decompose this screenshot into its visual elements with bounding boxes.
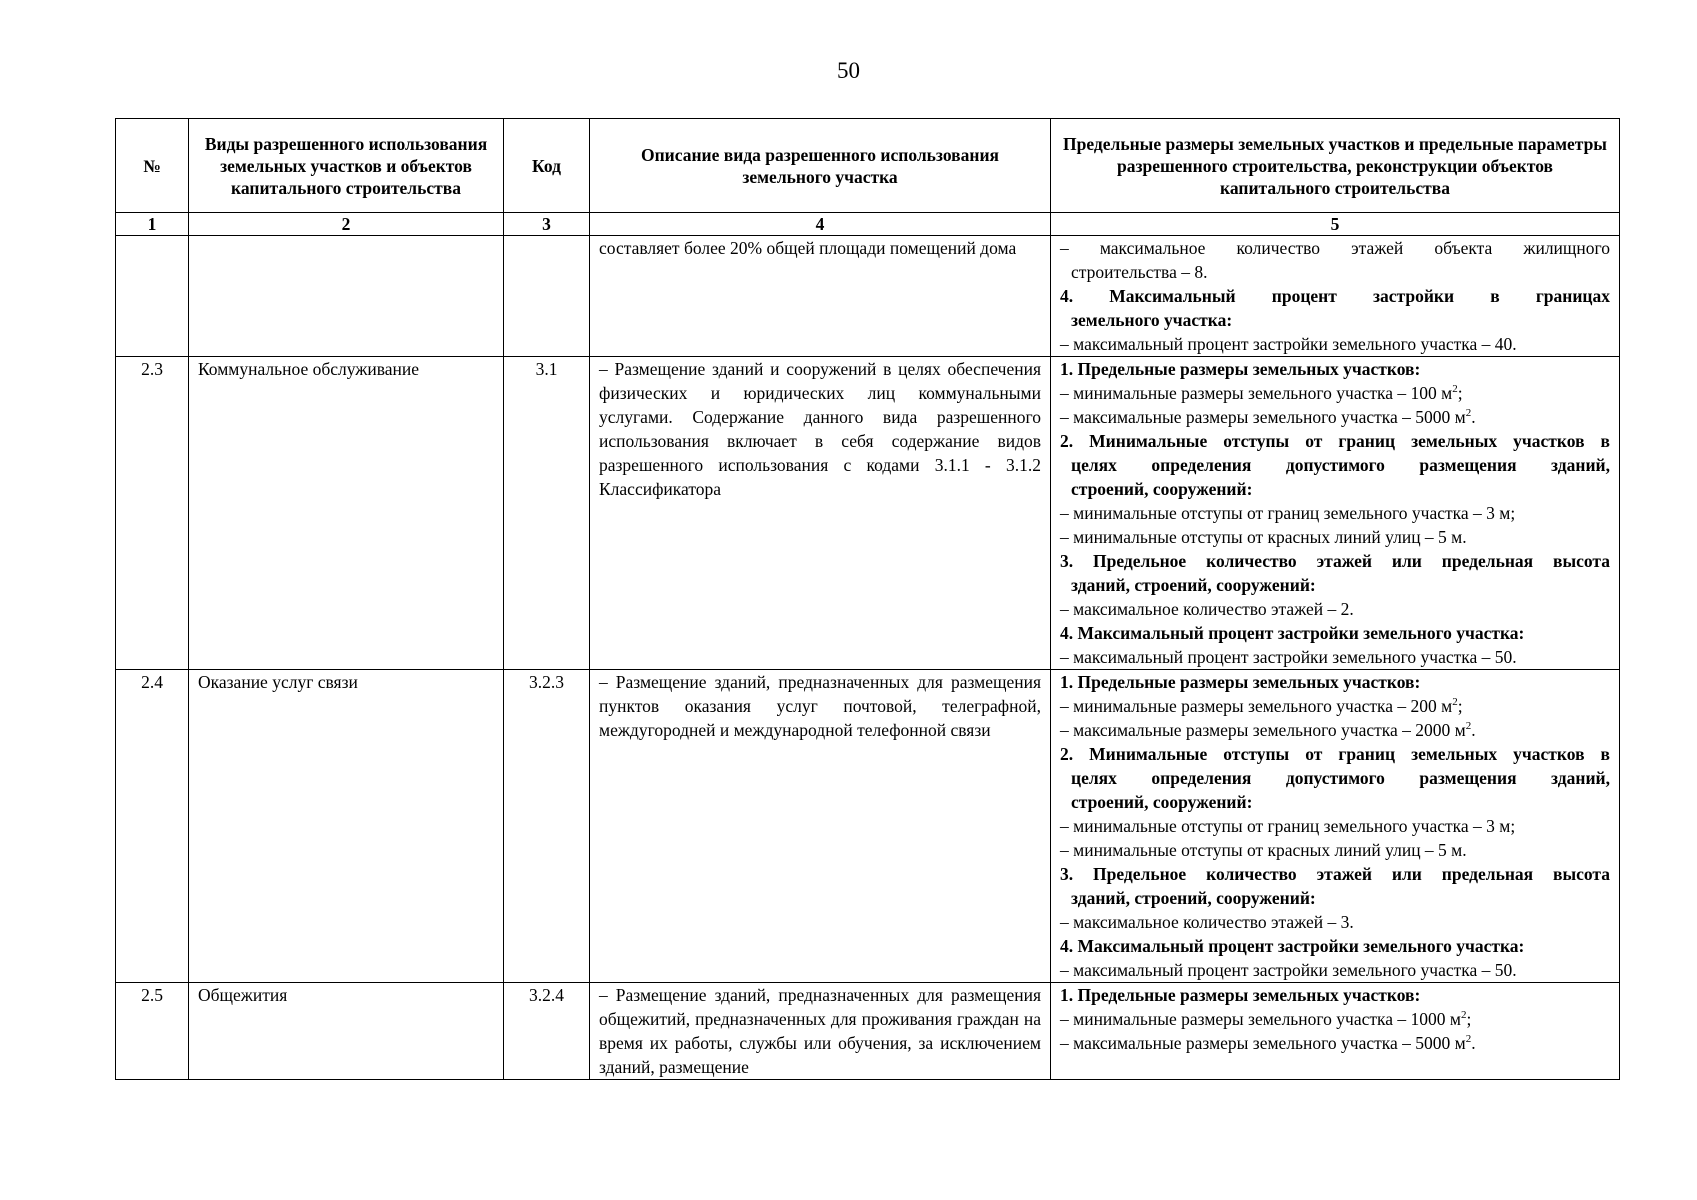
parameter-text: – максимальное количество этажей – 2. — [1060, 599, 1354, 619]
parameter-line — [1060, 694, 1610, 718]
parameter-line — [1060, 525, 1610, 549]
column-number: 2 — [189, 213, 504, 236]
use-code — [504, 236, 590, 357]
parameter-line — [1060, 645, 1610, 669]
parameter-text: 4. Максимальный процент застройки земельного участка: — [1060, 623, 1525, 643]
parameters-cell — [1051, 236, 1620, 357]
unit-exponent: 2 — [1452, 383, 1458, 396]
parameter-text: – минимальные отступы от красных линий улиц – 5 м. — [1060, 527, 1467, 547]
header-number: № — [116, 119, 189, 213]
parameters-cell — [1051, 670, 1620, 983]
parameter-line — [1060, 814, 1610, 838]
row-number: 2.4 — [116, 670, 189, 983]
parameter-heading — [1060, 453, 1610, 477]
parameter-text: 1. Предельные размеры земельных участков: — [1060, 359, 1421, 379]
header-use-type: Виды разрешенного использования земельных участков и объектов капитального строительства — [189, 119, 504, 213]
column-number: 1 — [116, 213, 189, 236]
parameter-heading — [1060, 742, 1610, 766]
table-row — [116, 236, 1620, 357]
parameter-line — [1060, 1007, 1610, 1031]
parameter-heading — [1060, 549, 1610, 573]
parameter-text: – максимальный процент застройки земельного участка – 50. — [1060, 960, 1517, 980]
parameter-text: зданий, строений, сооружений: — [1071, 575, 1316, 595]
parameter-text: – минимальные размеры земельного участка – 200 м — [1060, 696, 1453, 716]
parameter-line — [1060, 1031, 1610, 1055]
parameter-text: 1. Предельные размеры земельных участков: — [1060, 985, 1421, 1005]
parameter-line — [1060, 501, 1610, 525]
parameter-heading — [1060, 790, 1610, 814]
parameter-line — [1060, 405, 1610, 429]
parameter-line — [1060, 910, 1610, 934]
column-number-row — [116, 213, 1620, 236]
column-number: 5 — [1051, 213, 1620, 236]
use-type-name: Общежития — [189, 983, 504, 1080]
unit-exponent: 2 — [1452, 696, 1458, 709]
table-row — [116, 357, 1620, 670]
parameter-heading — [1060, 670, 1610, 694]
parameter-text: – минимальные отступы от красных линий улиц – 5 м. — [1060, 840, 1467, 860]
table-row — [116, 670, 1620, 983]
use-description: – Размещение зданий, предназначенных для размещения общежитий, предназначенных для проживания граждан на время их работы, службы или обучения, за исключением зданий, размещение — [590, 983, 1051, 1080]
use-description: – Размещение зданий, предназначенных для размещения пунктов оказания услуг почтовой, телеграфной, междугородней и международной телефонной связи — [590, 670, 1051, 983]
parameter-text: строительства – 8. — [1071, 262, 1208, 282]
parameter-punctuation: . — [1471, 1033, 1476, 1053]
row-number: 2.3 — [116, 357, 189, 670]
page-number: 50 — [837, 58, 860, 83]
parameter-text: – минимальные размеры земельного участка – 1000 м — [1060, 1009, 1461, 1029]
parameter-punctuation: . — [1471, 407, 1476, 427]
parameter-punctuation: . — [1471, 720, 1476, 740]
parameter-text: целях определения допустимого размещения зданий, — [1071, 768, 1610, 788]
parameter-text: – минимальные отступы от границ земельного участка – 3 м; — [1060, 503, 1516, 523]
parameter-heading — [1060, 766, 1610, 790]
table-body — [116, 236, 1620, 1080]
row-number — [116, 236, 189, 357]
unit-exponent: 2 — [1465, 1033, 1472, 1046]
row-number: 2.5 — [116, 983, 189, 1080]
parameter-line — [1060, 260, 1610, 284]
parameter-line — [1060, 718, 1610, 742]
parameter-text: – максимальное количество этажей – 3. — [1060, 912, 1354, 932]
parameter-heading — [1060, 621, 1610, 645]
parameter-heading — [1060, 477, 1610, 501]
parameter-text: 2. Минимальные отступы от границ земельных участков в — [1060, 431, 1610, 451]
parameter-text: – максимальное количество этажей объекта жилищного — [1060, 238, 1610, 258]
table-header-row — [116, 119, 1620, 213]
parameter-text: земельного участка: — [1071, 310, 1233, 330]
parameter-punctuation: ; — [1457, 383, 1463, 403]
use-code: 3.2.3 — [504, 670, 590, 983]
parameter-heading — [1060, 573, 1610, 597]
parameter-line — [1060, 838, 1610, 862]
use-type-name: Коммунальное обслуживание — [189, 357, 504, 670]
parameter-text: – максимальный процент застройки земельного участка – 50. — [1060, 647, 1517, 667]
parameter-text: – максимальные размеры земельного участка – 5000 м — [1060, 407, 1466, 427]
use-description: составляет более 20% общей площади помещений дома — [590, 236, 1051, 357]
parameters-cell — [1051, 357, 1620, 670]
parameter-line — [1060, 597, 1610, 621]
parameter-line — [1060, 236, 1610, 260]
parameter-punctuation: ; — [1466, 1009, 1472, 1029]
parameter-text: зданий, строений, сооружений: — [1071, 888, 1316, 908]
parameters-cell — [1051, 983, 1620, 1080]
parameter-line — [1060, 332, 1610, 356]
use-code: 3.1 — [504, 357, 590, 670]
parameter-heading — [1060, 983, 1610, 1007]
use-type-name — [189, 236, 504, 357]
parameter-text: – максимальный процент застройки земельного участка – 40. — [1060, 334, 1517, 354]
parameter-heading — [1060, 429, 1610, 453]
parameter-text: строений, сооружений: — [1071, 792, 1253, 812]
parameter-heading — [1060, 308, 1610, 332]
header-description: Описание вида разрешенного использования земельного участка — [590, 119, 1051, 213]
parameter-heading — [1060, 357, 1610, 381]
column-number: 3 — [504, 213, 590, 236]
use-type-name: Оказание услуг связи — [189, 670, 504, 983]
parameter-text: – максимальные размеры земельного участка – 5000 м — [1060, 1033, 1466, 1053]
parameter-heading — [1060, 886, 1610, 910]
parameter-text: 4. Максимальный процент застройки в границах — [1060, 286, 1610, 306]
parameter-text: целях определения допустимого размещения зданий, — [1071, 455, 1610, 475]
parameter-text: – максимальные размеры земельного участка – 2000 м — [1060, 720, 1466, 740]
parameter-text: – минимальные отступы от границ земельного участка – 3 м; — [1060, 816, 1516, 836]
parameter-line — [1060, 958, 1610, 982]
unit-exponent: 2 — [1460, 1009, 1467, 1022]
use-code: 3.2.4 — [504, 983, 590, 1080]
unit-exponent: 2 — [1465, 720, 1472, 733]
parameter-text: 2. Минимальные отступы от границ земельных участков в — [1060, 744, 1610, 764]
parameter-line — [1060, 381, 1610, 405]
table-row — [116, 983, 1620, 1080]
parameter-heading — [1060, 284, 1610, 308]
parameter-heading — [1060, 862, 1610, 886]
parameter-punctuation: ; — [1457, 696, 1463, 716]
parameter-text: 3. Предельное количество этажей или предельная высота — [1060, 864, 1610, 884]
parameter-text: 1. Предельные размеры земельных участков: — [1060, 672, 1421, 692]
header-parameters: Предельные размеры земельных участков и предельные параметры разрешенного строительства, реконструкции объектов капитального строительства — [1051, 119, 1620, 213]
unit-exponent: 2 — [1465, 407, 1472, 420]
header-code: Код — [504, 119, 590, 213]
parameter-heading — [1060, 934, 1610, 958]
use-description: – Размещение зданий и сооружений в целях обеспечения физических и юридических лиц коммунальными услугами. Содержание данного вида разрешенного использования включает в себя содержание видов разрешенного использования с кодами 3.1.1 - 3.1.2 Классификатора — [590, 357, 1051, 670]
parameter-text: строений, сооружений: — [1071, 479, 1253, 499]
parameter-text: – минимальные размеры земельного участка – 100 м — [1060, 383, 1453, 403]
land-use-table — [115, 118, 1620, 1080]
parameter-text: 4. Максимальный процент застройки земельного участка: — [1060, 936, 1525, 956]
parameter-text: 3. Предельное количество этажей или предельная высота — [1060, 551, 1610, 571]
column-number: 4 — [590, 213, 1051, 236]
